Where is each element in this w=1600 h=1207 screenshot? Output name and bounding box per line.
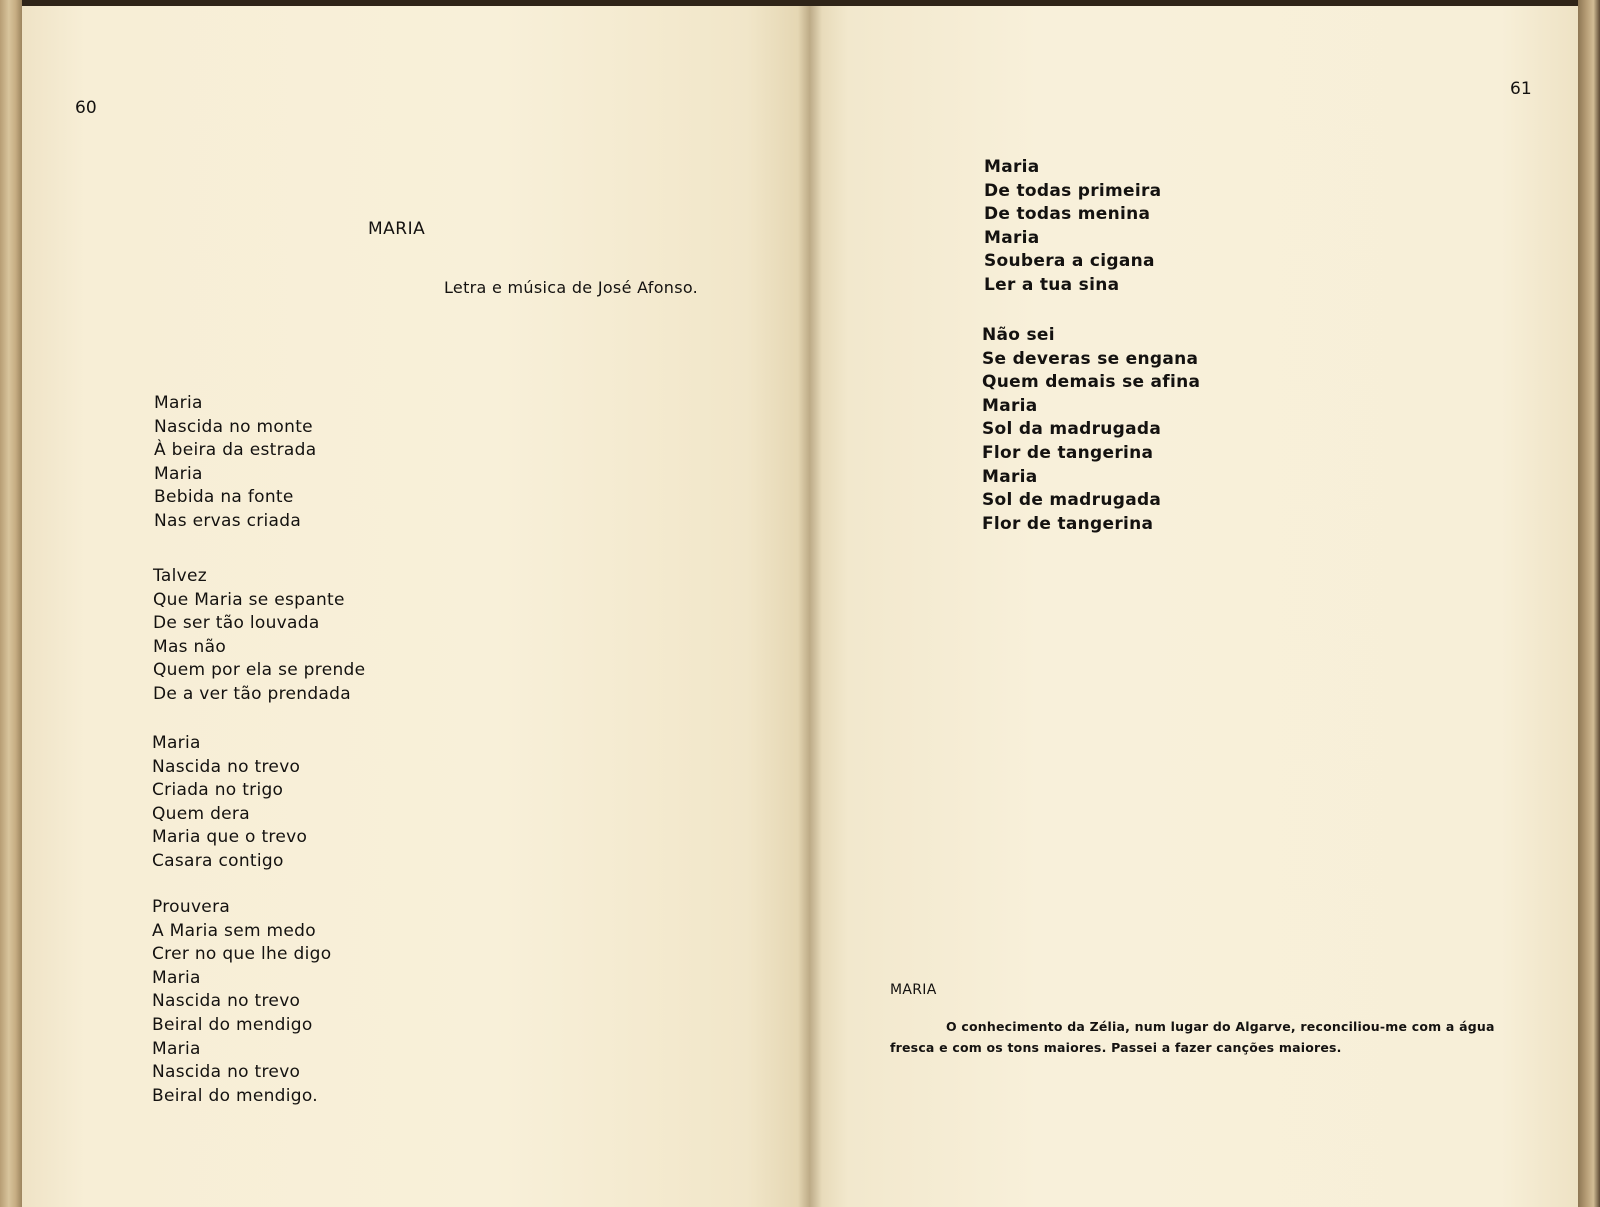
verse-line: Flor de tangerina (982, 513, 1154, 534)
left-page-edges (0, 0, 22, 1207)
verse-line: Quem demais se afina (982, 372, 1201, 393)
verse-line: Maria (152, 967, 201, 988)
verse-line: Maria (152, 733, 201, 753)
stanza-5 (984, 156, 1161, 298)
song-title: MARIA (368, 219, 426, 239)
verse-line: Maria (984, 157, 1040, 177)
verse-line: Mas não (153, 636, 227, 657)
verse-line: Ler a tua sina (984, 274, 1120, 295)
page-number: 61 (1510, 79, 1532, 99)
verse-line: Quem dera (152, 803, 250, 824)
stanza-4 (152, 896, 331, 1108)
verse-line: Maria (152, 1038, 201, 1059)
verse-line: De todas menina (984, 204, 1151, 225)
verse-line: A Maria sem medo (152, 920, 316, 941)
verse-line: Nascida no trevo (152, 991, 301, 1012)
verse-line: Talvez (153, 566, 207, 586)
left-page (22, 6, 810, 1207)
verse-line: Maria (154, 463, 203, 484)
verse-line: Beiral do mendigo (152, 1014, 313, 1035)
verse-line: Maria que o trevo (152, 827, 308, 848)
verse-line: Nascida no trevo (152, 1062, 301, 1083)
verse-line: Nas ervas criada (154, 510, 302, 531)
verse-line: Maria (982, 466, 1038, 487)
right-page (810, 6, 1578, 1207)
verse-line: Nascida no trevo (152, 756, 301, 777)
verse-line: Crer no que lhe digo (152, 944, 332, 965)
verse-line: Prouvera (152, 897, 231, 917)
verse-line: Quem por ela se prende (153, 660, 366, 681)
book-gutter (798, 6, 822, 1207)
note-text: O conhecimento da Zélia, num lugar do Algarve, reconciliou-me com a água fresca e com os tons maiores. Passei a fazer canções maiores. (890, 1019, 1495, 1055)
verse-line: De a ver tão prendada (153, 683, 351, 704)
verse-line: Criada no trigo (152, 780, 284, 801)
verse-line: Soubera a cigana (984, 251, 1155, 272)
verse-line: Maria (982, 395, 1038, 416)
verse-line: Casara contigo (152, 850, 284, 871)
verse-line: De todas primeira (984, 180, 1162, 201)
page-number: 60 (75, 98, 97, 118)
verse-line: Nascida no monte (154, 416, 313, 437)
right-page-edges (1578, 0, 1600, 1207)
verse-line: Bebida na fonte (154, 487, 294, 508)
verse-line: Beiral do mendigo. (152, 1085, 318, 1106)
verse-line: Não sei (982, 325, 1055, 345)
verse-line: À beira da estrada (154, 440, 317, 461)
stanza-6 (982, 324, 1200, 536)
verse-line: Flor de tangerina (982, 442, 1154, 463)
verse-line: Maria (984, 227, 1040, 248)
song-credit: Letra e música de José Afonso. (444, 278, 699, 297)
verse-line: De ser tão louvada (153, 613, 320, 634)
stanza-2 (153, 565, 365, 707)
verse-line: Se deveras se engana (982, 348, 1199, 369)
verse-line: Que Maria se espante (153, 589, 345, 610)
verse-line: Sol da madrugada (982, 419, 1162, 440)
verse-line: Sol de madrugada (982, 490, 1162, 511)
stanza-1 (154, 392, 316, 534)
note-title: MARIA (890, 982, 937, 998)
stanza-3 (152, 732, 307, 874)
verse-line: Maria (154, 393, 203, 413)
